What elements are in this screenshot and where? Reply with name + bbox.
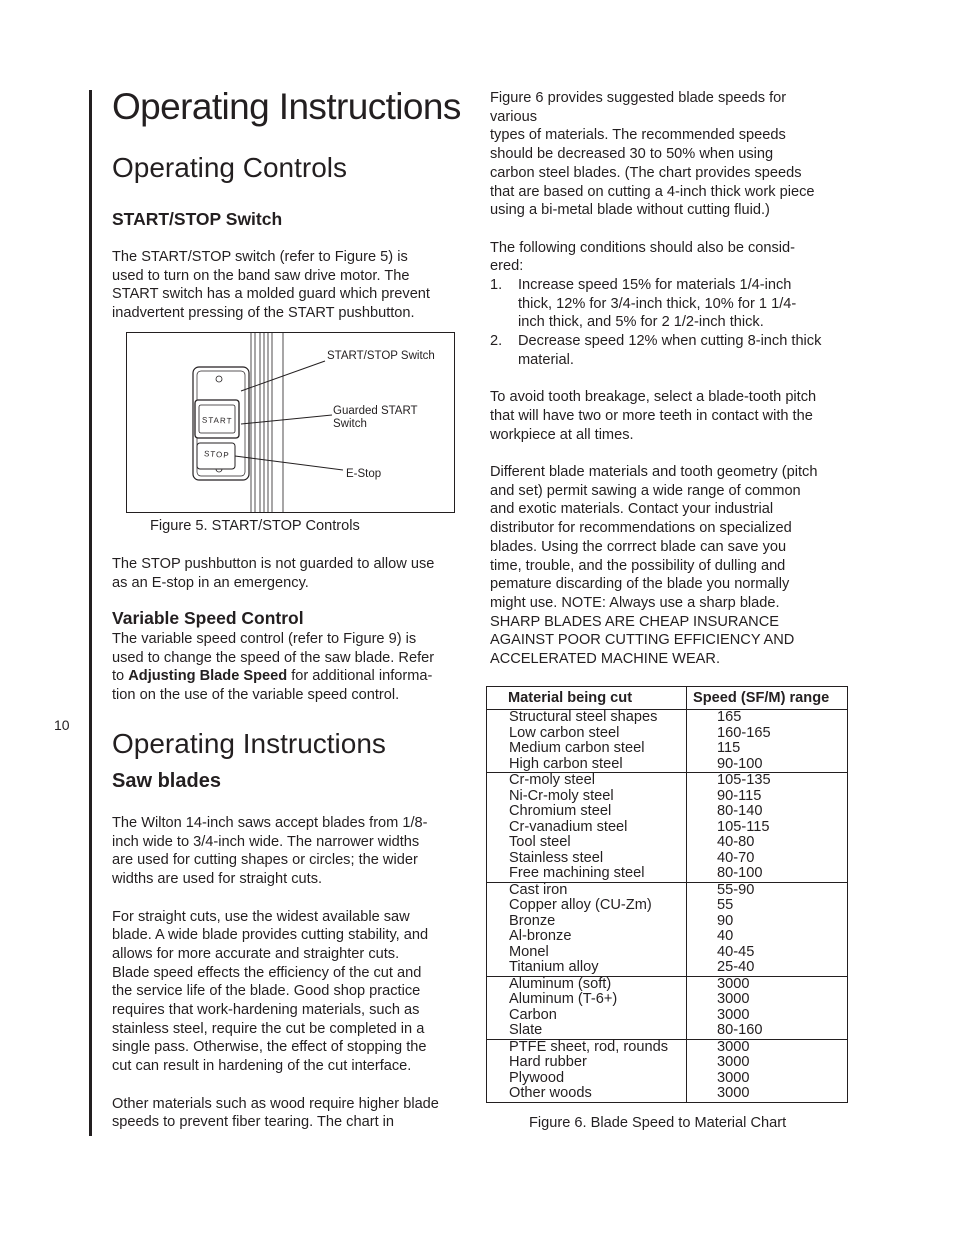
- heading-start-stop-switch: START/STOP Switch: [112, 209, 283, 229]
- text-line: various: [490, 108, 538, 125]
- callout-guarded-start-line2: Switch: [333, 418, 367, 430]
- section-title-operating-controls: Operating Controls: [112, 152, 348, 183]
- material-cell: [487, 710, 687, 773]
- paragraph-saw-blades: [112, 814, 439, 1132]
- column-header-speed: Speed (SF/M) range: [687, 687, 848, 710]
- table-row: [487, 976, 848, 1039]
- text-line: allows for more accurate and straighter cuts.: [112, 945, 400, 962]
- speed-value: 80-140: [717, 803, 763, 819]
- text-line: AGAINST POOR CUTTING EFFICIENCY AND: [490, 632, 795, 649]
- text-line: and set) permit sawing a wide range of common: [490, 482, 801, 499]
- speed-value: 3000: [717, 1054, 750, 1070]
- text-line: are used for cutting shapes or circles; the wider: [112, 852, 418, 869]
- speed-value: 80-160: [717, 1022, 763, 1038]
- text-run: for additional informa-: [287, 668, 433, 685]
- list-item: [490, 276, 821, 295]
- text-line: tion on the use of the variable speed control.: [112, 687, 400, 704]
- material-cell: [487, 1039, 687, 1102]
- text-line: To avoid tooth breakage, select a blade-tooth pitch: [490, 389, 817, 406]
- speed-value: 90-115: [717, 787, 762, 804]
- figure-6-caption: Figure 6. Blade Speed to Material Chart: [529, 1115, 787, 1131]
- material-name: Hard rubber: [509, 1054, 587, 1070]
- speed-cell: [687, 1039, 848, 1102]
- text-line: inadvertent pressing of the START pushbutton.: [112, 305, 415, 322]
- speed-value: 40: [717, 928, 734, 944]
- speed-value: 55: [717, 897, 734, 913]
- text-line: START switch has a molded guard which prevent: [112, 286, 430, 303]
- text-line: [112, 667, 434, 686]
- speed-value: 105-135: [717, 772, 771, 788]
- speed-value: 25-40: [717, 959, 755, 975]
- callout-guarded-start-line1: Guarded START: [333, 405, 418, 417]
- table-body: [487, 710, 848, 1103]
- speed-value: 160-165: [717, 724, 771, 741]
- text-line: ACCELERATED MACHINE WEAR.: [490, 651, 721, 668]
- text-line: inch wide to 3/4-inch wide. The narrower widths: [112, 833, 420, 850]
- material-name: Stainless steel: [509, 849, 604, 866]
- text-line: blade. A wide blade provides cutting stability, and: [112, 927, 429, 944]
- figure-5-start-stop-controls: [126, 332, 455, 513]
- text-run: Increase speed 15% for materials 1/4-inch: [518, 277, 792, 294]
- material-cell: [487, 882, 687, 976]
- text-line: used to turn on the band saw drive motor. The: [112, 267, 410, 284]
- text-line: inch thick, and 5% for 2 1/2-inch thick.: [518, 314, 764, 331]
- text-line: carbon steel blades. (The chart provides speeds: [490, 164, 802, 181]
- text-line: as an E-stop in an emergency.: [112, 574, 309, 591]
- column-header-material: Material being cut: [487, 687, 687, 710]
- table-header-row: [487, 687, 848, 710]
- text-line: used to change the speed of the saw blade. Refer: [112, 649, 435, 666]
- material-name: Slate: [509, 1022, 543, 1038]
- text-line: SHARP BLADES ARE CHEAP INSURANCE: [490, 613, 779, 630]
- list-item: [490, 332, 821, 351]
- speed-value: 105-115: [717, 818, 770, 835]
- text-line: workpiece at all times.: [490, 426, 634, 443]
- table-row: [487, 882, 848, 976]
- figure-5-caption: Figure 5. START/STOP Controls: [150, 518, 360, 534]
- text-line: Different blade materials and tooth geometry (pitch: [490, 464, 818, 481]
- material-name: Titanium alloy: [509, 959, 599, 975]
- list-number: 1.: [490, 277, 503, 294]
- speed-value: 40-70: [717, 849, 755, 866]
- stop-button-label: STOP: [203, 449, 230, 460]
- material-name: Bronze: [509, 912, 556, 929]
- speed-value: 3000: [717, 1069, 750, 1086]
- text-line: and exotic materials. Contact your industrial: [490, 501, 774, 518]
- material-name: Copper alloy (CU-Zm): [509, 897, 652, 913]
- speed-value: 3000: [717, 1038, 750, 1055]
- page-title: Operating Instructions: [112, 86, 461, 127]
- speed-value: 3000: [717, 1006, 750, 1023]
- material-name: Chromium steel: [509, 803, 612, 819]
- material-name: Al-bronze: [509, 928, 572, 944]
- material-name: Free machining steel: [509, 865, 645, 881]
- paragraph-start-stop: [112, 248, 430, 323]
- text-line: ered:: [490, 258, 524, 275]
- text-line: distributor for recommendations on specialized: [490, 520, 792, 537]
- list-number: 2.: [490, 333, 503, 350]
- text-line: widths are used for straight cuts.: [112, 871, 323, 888]
- paragraph-stop-button: [112, 555, 434, 592]
- text-line: thick, 12% for 3/4-inch thick, 10% for 1 1/4-: [518, 295, 797, 312]
- speed-cell: [687, 976, 848, 1039]
- material-name: Other woods: [509, 1085, 592, 1101]
- text-line: single pass. Otherwise, the effect of stopping the: [112, 1039, 427, 1056]
- speed-value: 165: [717, 709, 742, 725]
- material-name: Plywood: [509, 1069, 565, 1086]
- material-name: PTFE sheet, rod, rounds: [509, 1038, 668, 1055]
- material-name: High carbon steel: [509, 755, 623, 772]
- material-name: Aluminum (T-6+): [509, 991, 618, 1007]
- start-button-label: START: [201, 415, 233, 426]
- text-run: to: [112, 668, 129, 685]
- text-line: the service life of the blade. Good shop practice: [112, 983, 421, 1000]
- text-line: time, trouble, and the possibility of dulling and: [490, 557, 786, 574]
- text-run: Decrease speed 12% when cutting 8-inch thick: [518, 333, 822, 350]
- speed-cell: [687, 882, 848, 976]
- table-row: [487, 1039, 848, 1102]
- material-name: Low carbon steel: [509, 724, 620, 741]
- text-line: The STOP pushbutton is not guarded to allow use: [112, 556, 435, 572]
- material-name: Medium carbon steel: [509, 740, 645, 756]
- speed-value: 3000: [717, 975, 750, 992]
- speed-value: 90: [717, 912, 734, 929]
- material-cell: [487, 976, 687, 1039]
- text-line: The START/STOP switch (refer to Figure 5) is: [112, 249, 408, 265]
- text-line: should be decreased 30 to 50% when using: [490, 146, 774, 163]
- text-line: speeds to prevent fiber tearing. The chart in: [112, 1114, 395, 1131]
- text-line: blades. Using the corrrect blade can save you: [490, 538, 787, 555]
- material-name: Carbon: [509, 1006, 557, 1023]
- bold-reference-adjusting-blade-speed: Adjusting Blade Speed: [128, 668, 288, 685]
- text-line: might use. NOTE: Always use a sharp blade.: [490, 594, 780, 611]
- text-line: cut can result in hardening of the cut interface.: [112, 1058, 412, 1075]
- material-cell: [487, 773, 687, 883]
- text-line: Other materials such as wood require higher blade: [112, 1095, 439, 1112]
- material-name: Aluminum (soft): [509, 975, 612, 992]
- callout-start-stop-switch: START/STOP Switch: [327, 350, 435, 362]
- material-name: Ni-Cr-moly steel: [509, 787, 614, 804]
- material-name: Cast iron: [509, 881, 568, 898]
- material-name: Cr-moly steel: [509, 772, 595, 788]
- page-number: 10: [54, 717, 70, 733]
- margin-rule: [89, 90, 92, 1136]
- material-name: Cr-vanadium steel: [509, 818, 628, 835]
- text-line: that are based on cutting a 4-inch thick work piece: [490, 183, 815, 200]
- section-title-operating-instructions: Operating Instructions: [112, 728, 386, 759]
- speed-value: 55-90: [717, 881, 755, 898]
- paragraph-right-column: [490, 89, 821, 669]
- text-line: Blade speed effects the efficiency of the cut and: [112, 964, 422, 981]
- speed-value: 90-100: [717, 755, 763, 772]
- speed-value: 40-45: [717, 943, 755, 960]
- blade-speed-table: [486, 686, 848, 1103]
- text-line: The variable speed control (refer to Figure 9) is: [112, 631, 417, 647]
- paragraph-variable-speed: [112, 630, 434, 705]
- heading-variable-speed-control: Variable Speed Control: [112, 608, 304, 628]
- material-name: Tool steel: [509, 834, 571, 850]
- text-line: For straight cuts, use the widest available saw: [112, 908, 410, 925]
- speed-value: 3000: [717, 1085, 750, 1101]
- material-name: Monel: [509, 943, 549, 960]
- callout-e-stop: E-Stop: [346, 468, 382, 480]
- text-line: Figure 6 provides suggested blade speeds for: [490, 90, 787, 106]
- speed-value: 80-100: [717, 865, 763, 881]
- text-line: using a bi-metal blade without cutting fluid.): [490, 202, 770, 219]
- material-name: Structural steel shapes: [509, 709, 658, 725]
- speed-value: 3000: [717, 991, 750, 1007]
- text-line: material.: [518, 351, 574, 368]
- text-line: that will have two or more teeth in contact with the: [490, 407, 813, 424]
- text-line: The following conditions should also be consid-: [490, 239, 796, 256]
- speed-value: 115: [717, 740, 741, 756]
- text-line: stainless steel, require the cut be completed in a: [112, 1020, 425, 1037]
- text-line: pemature discarding of the blade you normally: [490, 576, 790, 593]
- text-line: requires that work-hardening materials, such as: [112, 1002, 420, 1019]
- speed-cell: [687, 773, 848, 883]
- speed-cell: [687, 710, 848, 773]
- heading-saw-blades: Saw blades: [112, 770, 221, 792]
- text-line: types of materials. The recommended speeds: [490, 127, 786, 144]
- speed-value: 40-80: [717, 834, 755, 850]
- table-row: [487, 710, 848, 773]
- text-line: The Wilton 14-inch saws accept blades from 1/8-: [112, 815, 428, 831]
- table-row: [487, 773, 848, 883]
